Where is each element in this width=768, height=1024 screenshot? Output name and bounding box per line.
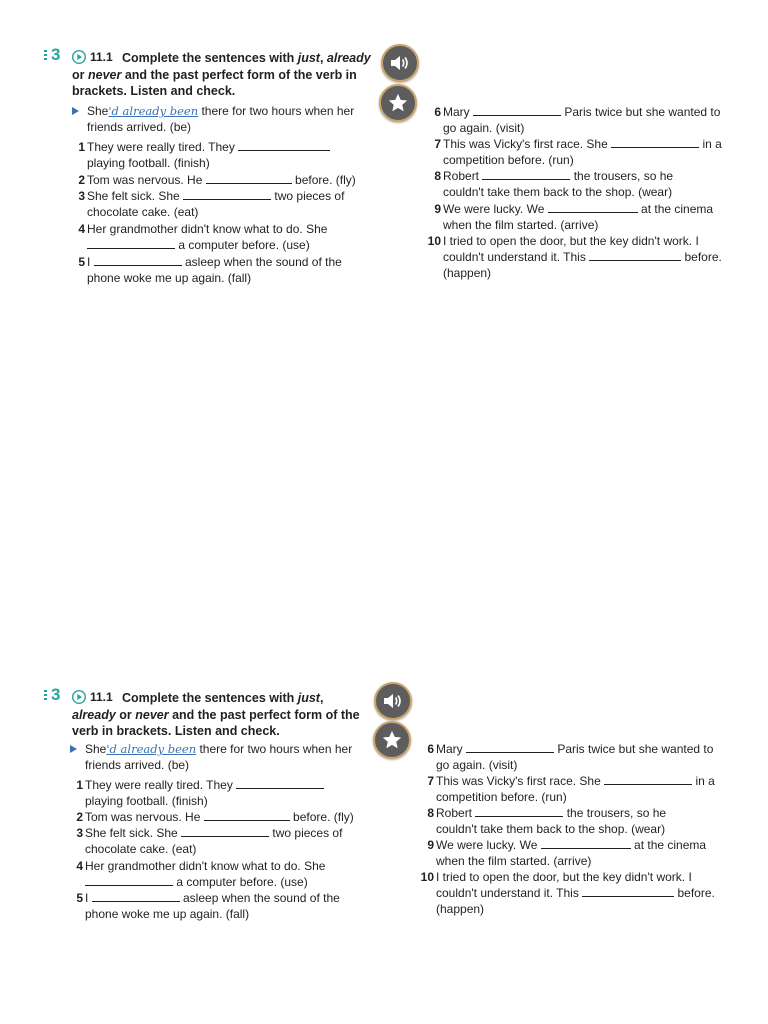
instruction-just: just [297,691,320,705]
item-number: 7 [427,774,434,788]
answer-blank[interactable] [473,105,561,116]
answer-blank[interactable] [548,202,638,213]
item-number: 6 [434,105,441,119]
list-item-8 [434,168,705,200]
item-text-a: Tom was nervous. He [85,810,204,824]
list-item-9 [434,201,733,233]
item-text-b: before. (fly) [289,810,354,824]
item-text-a: Her grandmother didn't know what to do. She [85,859,326,873]
list-item-6 [434,104,733,136]
instructions [72,50,372,100]
answer-blank[interactable] [541,838,631,849]
answer-blank[interactable] [181,826,269,837]
item-text-b: the trousers, so he couldn't take them back to the shop. (wear) [443,169,674,199]
item-text-a: I tried to open the door, but the key didn't work. I couldn't understand it. This [436,870,692,900]
list-item-6 [427,741,726,773]
item-text-a: This was Vicky's first race. She [436,774,605,788]
item-text-b: at the cinema when the film started. (arrive) [436,838,707,868]
item-text-a: Robert [443,169,483,183]
item-number: 1 [78,140,85,154]
item-number: 8 [434,169,441,183]
answer-blank[interactable] [236,778,324,789]
item-number: 7 [434,137,441,151]
instruction-just: just [297,51,320,65]
item-text-a: This was Vicky's first race. She [443,137,612,151]
item-number: 3 [78,189,85,203]
list-item-7 [427,773,721,805]
item-text-b: two pieces of chocolate cake. (eat) [87,189,345,219]
item-text-a: I tried to open the door, but the key didn't work. I couldn't understand it. This [443,234,699,264]
speaker-icon [382,692,404,710]
track-number: 11.1 [90,50,113,64]
instruction-rest: and the past perfect form of the verb in brackets. Listen and check. [72,67,357,98]
answer-blank[interactable] [611,137,699,148]
answer-blank[interactable] [604,774,692,785]
instruction-never: never [87,67,122,82]
item-number: 4 [76,859,83,873]
list-item-2 [78,172,377,188]
example-answer: 'd already been [108,104,199,118]
item-text-b: in a competition before. (run) [443,137,722,167]
example-before: She [85,742,107,756]
instruction-already: already [326,51,371,65]
exercise-number: 3 [51,45,61,64]
item-text-b: at the cinema when the film started. (arrive) [443,202,714,232]
item-number: 2 [78,173,85,187]
audio-button[interactable] [381,44,419,82]
item-text-a: She felt sick. She [87,189,184,203]
item-number: 1 [76,778,83,792]
audio-button[interactable] [374,682,412,720]
list-item-10 [420,869,721,917]
item-number: 9 [427,838,434,852]
item-text-b: playing football. (finish) [85,794,208,808]
list-item-2 [76,809,375,825]
instruction-text: Complete the sentences with [122,691,298,705]
item-text-a: I [87,255,94,269]
item-number: 4 [78,222,85,236]
answer-blank[interactable] [204,810,290,821]
item-number: 3 [76,826,83,840]
list-item-3 [76,825,357,857]
margin-dots [44,50,48,64]
list-item-9 [427,837,721,869]
answer-blank[interactable] [85,875,173,886]
example-answer: 'd already been [106,742,197,756]
exercise-number: 3 [51,685,61,704]
item-text-b: a computer before. (use) [173,875,308,889]
instruction-comma: , [319,51,327,65]
item-text-b: a computer before. (use) [175,238,310,252]
star-button[interactable] [373,721,411,759]
exercise-bottom [0,680,768,980]
instruction-comma: , [319,691,324,705]
answer-blank[interactable] [94,255,182,266]
exercise-top [0,40,768,340]
answer-blank[interactable] [87,238,175,249]
example-after: there for two hours when her friends arrived. (be) [85,742,353,772]
example-after: there for two hours when her friends arrived. (be) [87,104,355,134]
star-button[interactable] [379,84,417,122]
answer-blank[interactable] [183,189,271,200]
list-item-7 [434,136,728,168]
star-icon [387,92,409,114]
instruction-or: or [115,707,136,722]
item-number: 10 [427,234,441,248]
answer-blank[interactable] [238,140,330,151]
instruction-never: never [135,707,169,722]
item-text-a: They were really tired. They [87,140,239,154]
speaker-icon [389,54,411,72]
item-number: 5 [76,891,83,905]
item-number: 9 [434,202,441,216]
list-item-10 [427,233,728,281]
answer-blank[interactable] [589,250,681,261]
item-text-a: Mary [436,742,466,756]
item-text-b: before. (happen) [436,886,715,916]
list-item-1 [76,777,347,809]
answer-blank[interactable] [482,169,570,180]
item-text-b: playing football. (finish) [87,156,210,170]
example-before: She [87,104,109,118]
item-text-b: in a competition before. (run) [436,774,715,804]
item-text-a: Tom was nervous. He [87,173,206,187]
example-arrow-icon [72,107,79,115]
item-number: 10 [420,870,434,884]
item-text-b: the trousers, so he couldn't take them back to the shop. (wear) [436,806,667,836]
instruction-rest: and the past perfect form of the verb in brackets. Listen and check. [72,707,360,738]
answer-blank[interactable] [92,891,180,902]
item-text-a: They were really tired. They [85,778,237,792]
example-sentence [85,741,357,773]
item-number: 8 [427,806,434,820]
list-item-3 [78,188,359,220]
item-text-a: Her grandmother didn't know what to do. She [87,222,328,236]
list-item-5 [76,890,363,922]
item-number: 5 [78,255,85,269]
item-text-a: We were lucky. We [443,202,548,216]
list-item-4 [76,858,357,890]
item-number: 6 [427,742,434,756]
answer-blank[interactable] [475,806,563,817]
item-text-a: I [85,891,92,905]
answer-blank[interactable] [582,886,674,897]
star-icon [381,729,403,751]
item-number: 2 [76,810,83,824]
instruction-or: or [72,67,88,82]
list-item-1 [78,139,352,171]
item-text-b: Paris twice but she wanted to go again. (visit) [443,105,721,135]
item-text-b: two pieces of chocolate cake. (eat) [85,826,343,856]
instruction-text: Complete the sentences with [122,51,298,65]
example-sentence [87,103,362,135]
item-text-a: She felt sick. She [85,826,182,840]
item-text-b: before. (happen) [443,250,722,280]
list-item-8 [427,805,698,837]
answer-blank[interactable] [466,742,554,753]
margin-dots [44,690,48,704]
instructions [72,690,370,740]
item-text-a: Robert [436,806,476,820]
item-text-a: Mary [443,105,473,119]
item-text-b: before. (fly) [291,173,356,187]
item-text-b: asleep when the sound of the phone woke me up again. (fall) [85,891,340,921]
answer-blank[interactable] [206,173,292,184]
list-item-4 [78,221,362,253]
item-text-b: asleep when the sound of the phone woke me up again. (fall) [87,255,342,285]
track-number: 11.1 [90,690,113,704]
item-text-a: We were lucky. We [436,838,541,852]
item-text-b: Paris twice but she wanted to go again. (visit) [436,742,714,772]
list-item-5 [78,254,365,286]
instruction-already: already [72,707,116,722]
example-arrow-icon [70,745,77,753]
